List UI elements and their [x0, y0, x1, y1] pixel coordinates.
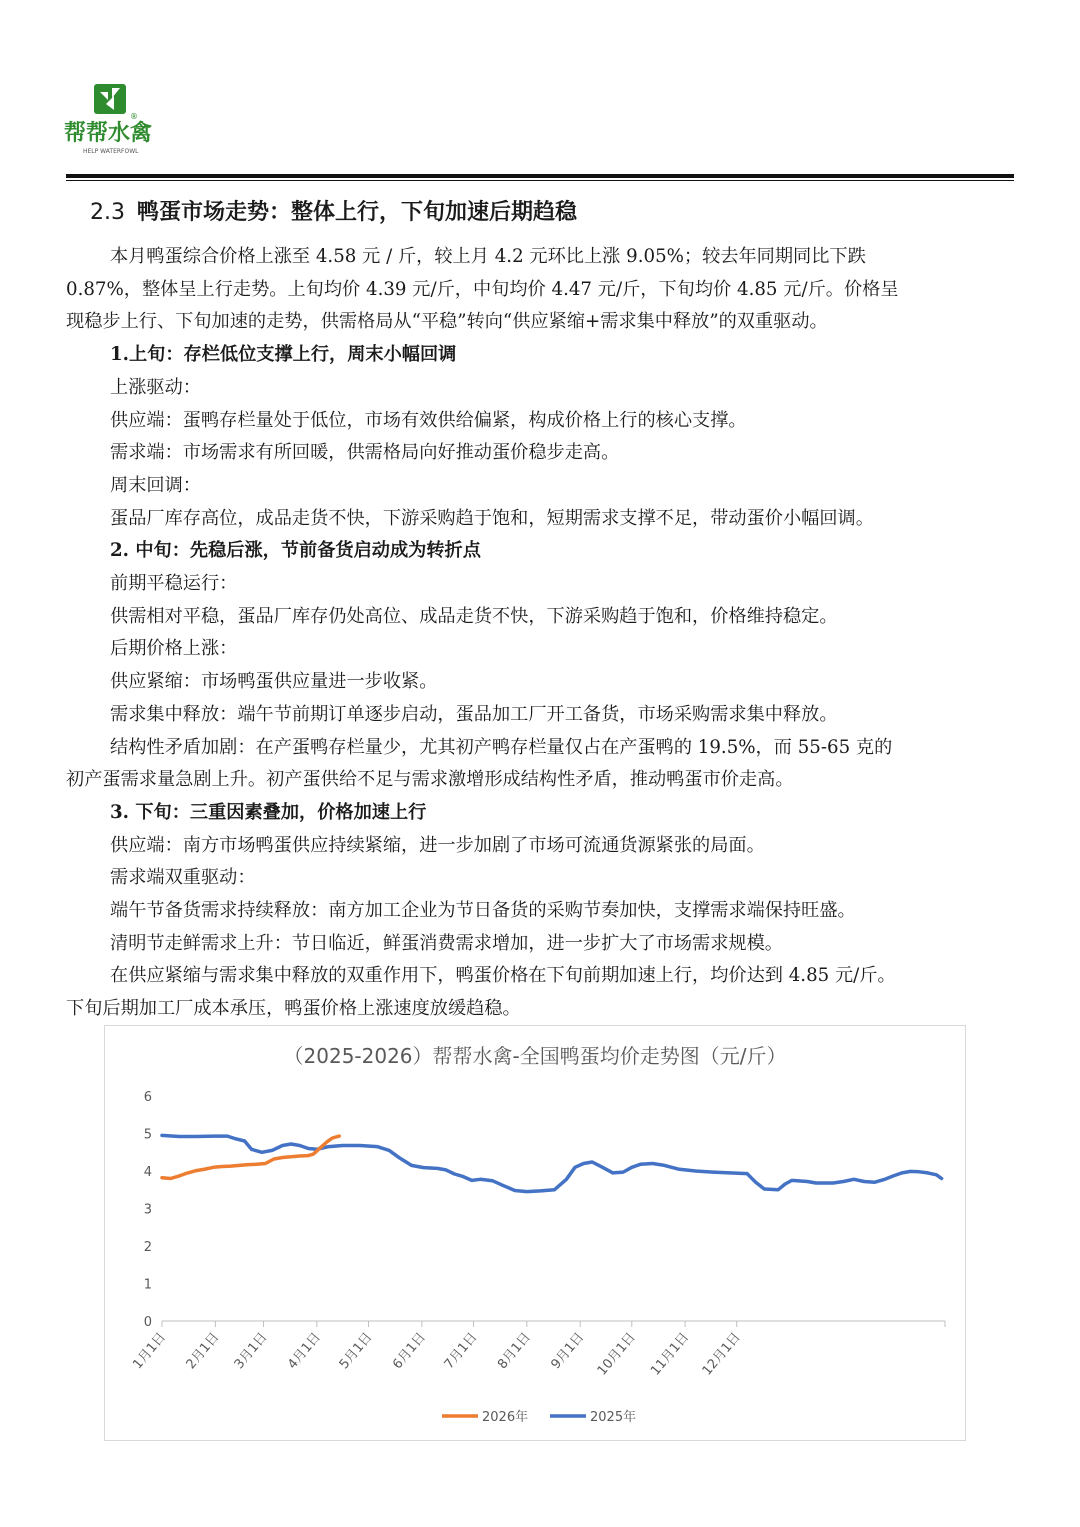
brand-logo [64, 82, 164, 162]
registered-mark: ® [130, 112, 138, 121]
paragraph-line: 供应端：南方市场鸭蛋供应持续紧缩，进一步加剧了市场可流通货源紧张的局面。 [110, 834, 765, 856]
paragraph-line: 后期价格上涨： [110, 638, 238, 660]
x-tick-label: 4月1日 [285, 1329, 324, 1373]
body-text [66, 241, 1014, 1026]
y-axis-ticks [144, 1090, 152, 1330]
legend-label-1: 2025年 [590, 1410, 637, 1425]
chart-title: （2025-2026）帮帮水禽-全国鸭蛋均价走势图（元/斤） [283, 1044, 787, 1068]
paragraph-line: 周末回调： [110, 474, 201, 496]
chart-grid [162, 1096, 945, 1321]
x-tick-label: 11月1日 [648, 1329, 693, 1379]
paragraph-line: 蛋品厂库存高位，成品走货不快，下游采购趋于饱和，短期需求支撑不足，带动蛋价小幅回调。 [110, 507, 874, 529]
paragraph-line: 前期平稳运行： [110, 573, 238, 595]
paragraph-line: 在供应紧缩与需求集中释放的双重作用下，鸭蛋价格在下旬前期加速上行，均价达到 4.85 元/斤。 [110, 965, 896, 987]
y-tick-label: 2 [143, 1240, 152, 1255]
section-title: 鸭蛋市场走势：整体上行，下旬加速后期趋稳 [137, 199, 578, 225]
header-rule-thin [66, 180, 1014, 181]
x-tick-label: 2月1日 [183, 1329, 223, 1373]
paragraph-line: 2. 中旬：先稳后涨，节前备货启动成为转折点 [110, 540, 481, 562]
x-tick-label: 12月1日 [699, 1329, 744, 1379]
x-tick-label: 8月1日 [495, 1329, 534, 1373]
y-tick-label: 5 [143, 1127, 152, 1143]
price-trend-chart [104, 1025, 966, 1441]
header-rule [66, 174, 1014, 178]
chart-svg [105, 1026, 965, 1440]
x-tick-label: 1月1日 [130, 1329, 170, 1373]
paragraph-line: 上涨驱动： [110, 376, 201, 398]
section-number: 2.3 [90, 200, 125, 225]
series-line-0 [162, 1136, 339, 1178]
leaf-logo-icon [92, 82, 128, 116]
paragraph-line: 端午节备货需求持续释放：南方加工企业为节日备货的采购节奏加快，支撑需求端保持旺盛。 [110, 900, 856, 922]
paragraph-line: 本月鸭蛋综合价格上涨至 4.58 元 / 斤，较上月 4.2 元环比上涨 9.05%；较去年同期同比下跌 [110, 246, 866, 267]
y-tick-label: 6 [143, 1090, 152, 1105]
paragraph-line: 结构性矛盾加剧：在产蛋鸭存栏量少，尤其初产鸭存栏量仅占在产蛋鸭的 19.5%，而 55-65 克的 [110, 736, 893, 758]
chart-legend [442, 1409, 636, 1425]
paragraph-line: 需求端双重驱动： [110, 867, 256, 889]
paragraph-line: 1.上旬：存栏低位支撑上行，周末小幅回调 [110, 344, 457, 366]
paragraph-line: 初产蛋需求量急剧上升。初产蛋供给不足与需求激增形成结构性矛盾，推动鸭蛋市价走高。 [66, 769, 794, 791]
brand-name: 帮帮水禽 [64, 121, 153, 146]
paragraph-line: 需求集中释放：端午节前期订单逐步启动，蛋品加工厂开工备货，市场采购需求集中释放。 [110, 703, 838, 725]
x-tick-label: 5月1日 [336, 1329, 376, 1373]
paragraph-line: 0.87%，整体呈上行走势。上旬均价 4.39 元/斤，中旬均价 4.47 元/斤，下旬均价 4.85 元/斤。价格呈 [66, 278, 899, 300]
x-tick-label: 3月1日 [231, 1329, 271, 1373]
paragraph-line: 需求端：市场需求有所回暖，供需格局向好推动蛋价稳步走高。 [110, 442, 620, 464]
brand-subtitle: HELP WATERFOWL [83, 148, 139, 155]
section-heading [90, 195, 577, 226]
paragraph-line: 下旬后期加工厂成本承压，鸭蛋价格上涨速度放缓趋稳。 [66, 998, 521, 1020]
y-tick-label: 0 [143, 1315, 152, 1330]
y-tick-label: 4 [143, 1165, 152, 1180]
x-tick-label: 10月1日 [594, 1329, 639, 1379]
series-line-1 [162, 1135, 942, 1191]
paragraph-line: 清明节走鲜需求上升：节日临近，鲜蛋消费需求增加，进一步扩大了市场需求规模。 [110, 932, 783, 954]
paragraph-line: 供应端：蛋鸭存栏量处于低位，市场有效供给偏紧，构成价格上行的核心支撑。 [110, 409, 747, 431]
chart-series [162, 1135, 942, 1191]
paragraph-line: 3. 下旬：三重因素叠加，价格加速上行 [110, 801, 427, 823]
paragraph-line: 现稳步上行、下旬加速的走势，供需格局从“平稳”转向“供应紧缩+需求集中释放”的双重驱动。 [66, 311, 828, 333]
x-tick-label: 9月1日 [548, 1329, 588, 1373]
paragraph-line: 供需相对平稳，蛋品厂库存仍处高位、成品走货不快，下游采购趋于饱和，价格维持稳定。 [110, 605, 838, 627]
y-tick-label: 1 [143, 1277, 152, 1293]
y-tick-label: 3 [143, 1202, 152, 1218]
x-tick-label: 7月1日 [441, 1329, 481, 1373]
paragraph-line: 供应紧缩：市场鸭蛋供应量进一步收紧。 [110, 671, 438, 693]
x-tick-label: 6月1日 [390, 1329, 429, 1373]
x-axis-ticks [130, 1321, 945, 1379]
legend-label-0: 2026年 [482, 1410, 529, 1425]
